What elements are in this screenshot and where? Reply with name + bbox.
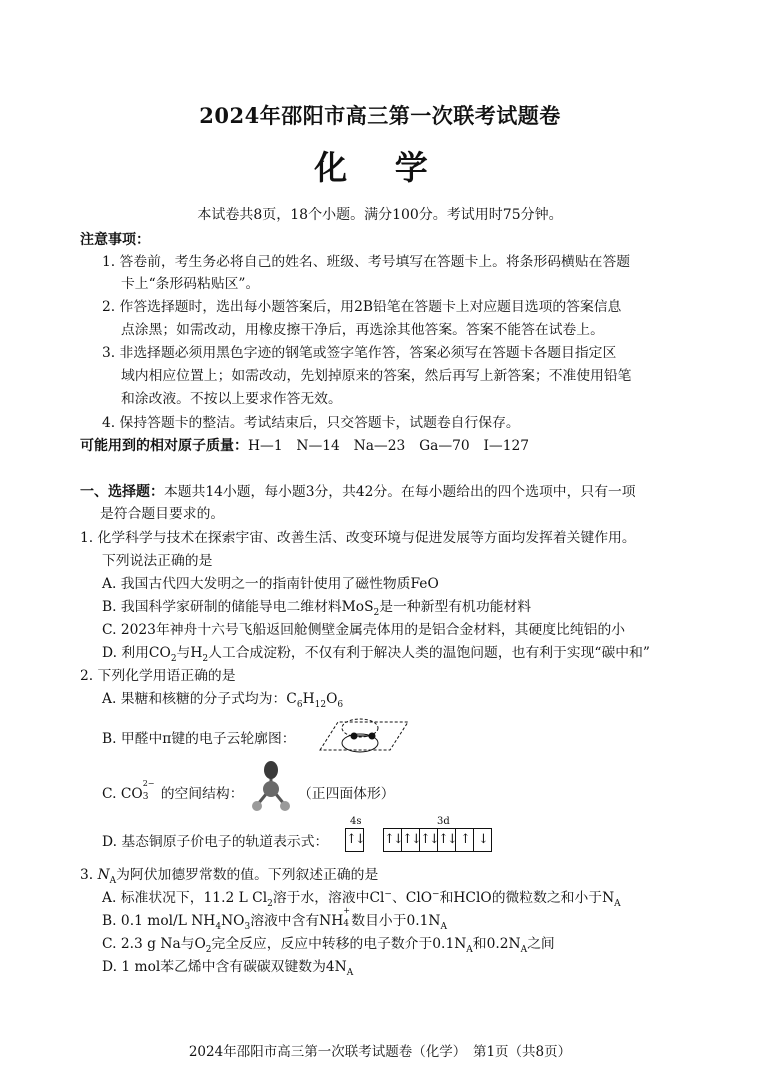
notice-line: 2. 作答选择题时，选出每小题答案后，用2B铅笔在答题卡上对应题目选项的答案信息 bbox=[102, 299, 622, 315]
q2-option-a: A. 果糖和核糖的分子式均为：$C_6H_{12}O_6$ bbox=[102, 691, 344, 710]
q3-option-a: A. 标准状况下，11.2 L $Cl_2$溶于水，溶液中Cl−、ClO−和HClO的微粒数之和小于$N_A$ bbox=[102, 889, 621, 909]
notice-line: 3. 非选择题必须用黑色字迹的钢笔或签字笔作答，答案必须写在答题卡各题目指定区 bbox=[102, 345, 617, 361]
q1-option-b: B. 我国科学家研制的储能导电二维材料MoS$_2$是一种新型有机功能材料 bbox=[102, 599, 532, 618]
exam-title: 2024年邵阳市高三第一次联考试题卷 bbox=[199, 103, 561, 128]
page-footer: 2024年邵阳市高三第一次联考试题卷（化学） 第1页（共8页） bbox=[188, 1044, 572, 1060]
q2-option-b: B. 甲醛中π键的电子云轮廓图： bbox=[102, 731, 296, 747]
atomic-mass-line bbox=[80, 434, 529, 455]
q2-option-d: D. 基态铜原子价电子的轨道表示式： bbox=[102, 834, 329, 850]
orbital-3d: ↑↓ ↑↓ ↑↓ ↑↓ ↑ ↓ bbox=[383, 828, 492, 852]
q2-stem: 2. 下列化学用语正确的是 bbox=[80, 668, 236, 684]
q1-stem: 1. 化学科学与技术在探索宇宙、改善生活、改变环境与促进发展等方面均发挥着关键作用。 bbox=[80, 530, 636, 546]
notice-line: 卡上“条形码粘贴区”。 bbox=[121, 276, 260, 292]
q2-option-c-note: （正四面体形） bbox=[298, 786, 395, 802]
notice-line: 1. 答卷前，考生务必将自己的姓名、班级、考号填写在答题卡上。将条形码横贴在答题 bbox=[102, 254, 631, 270]
section1-heading: 一、选择题： bbox=[80, 484, 164, 500]
notice-line: 4. 保持答题卡的整洁。考试结束后，只交答题卡，试题卷自行保存。 bbox=[102, 415, 520, 431]
cu-orbital-diagram: 4s 3d ↑↓ ↑↓ ↑↓ ↑↓ ↑↓ ↑ ↓ bbox=[341, 816, 521, 856]
section1-intro-cont: 是符合题目要求的。 bbox=[100, 506, 225, 522]
subject-title: 化 学 bbox=[314, 148, 446, 187]
notice-line: 和涂改液。不按以上要求作答无效。 bbox=[121, 391, 342, 407]
exam-info: 本试卷共8页，18个小题。满分100分。考试用时75分钟。 bbox=[197, 207, 563, 223]
q3-stem: 3. $N_A$为阿伏加德罗常数的值。下列叙述正确的是 bbox=[80, 867, 379, 886]
orbital-4s: ↑↓ bbox=[345, 828, 364, 852]
atomic-mass-label: 可能用到的相对原子质量： bbox=[80, 438, 248, 454]
notice-line: 域内相应位置上；如需改动，先划掉原来的答案，然后再写上新答案；不准使用铅笔 bbox=[121, 368, 632, 384]
q1-option-c: C. 2023年神舟十六号飞船返回舱侧壁金属壳体用的是铝合金材料，其硬度比纯铝的小 bbox=[102, 622, 626, 638]
notice-line: 点涂黑；如需改动，用橡皮擦干净后，再选涂其他答案。答案不能答在试卷上。 bbox=[121, 322, 604, 338]
q1-stem-cont: 下列说法正确的是 bbox=[102, 553, 213, 569]
section1-intro: 一、选择题：本题共14小题，每小题3分，共42分。在每小题给出的四个选项中，只有一项 bbox=[80, 484, 636, 500]
q3-option-d: D. 1 mol苯乙烯中含有碳碳双键数为$4N_A$ bbox=[102, 959, 354, 978]
q1-option-a: A. 我国古代四大发明之一的指南针使用了磁性物质FeO bbox=[102, 576, 439, 592]
q3-option-b: B. 0.1 mol/L $NH_4NO_3$溶液中含有NH + 4 数目小于$0.1N_A$ bbox=[102, 906, 447, 932]
co3-structure-model bbox=[246, 760, 296, 816]
q3-option-c: C. 2.3 g Na与$O_2$完全反应，反应中转移的电子数介于$0.1N_A$和$0.2N_A$之间 bbox=[102, 936, 555, 955]
notice-heading: 注意事项： bbox=[80, 232, 150, 248]
q1-option-d: D. 利用$CO_2$与$H_2$人工合成淀粉，不仅有利于解决人类的温饱问题，也有利于实现“碳中和” bbox=[102, 645, 650, 664]
q2-option-c: C. CO 2− 3 的空间结构： bbox=[102, 779, 244, 802]
atomic-mass-values: H—1 N—14 Na—23 Ga—70 I—127 bbox=[248, 438, 530, 454]
pi-bond-orbital-diagram bbox=[310, 710, 415, 758]
